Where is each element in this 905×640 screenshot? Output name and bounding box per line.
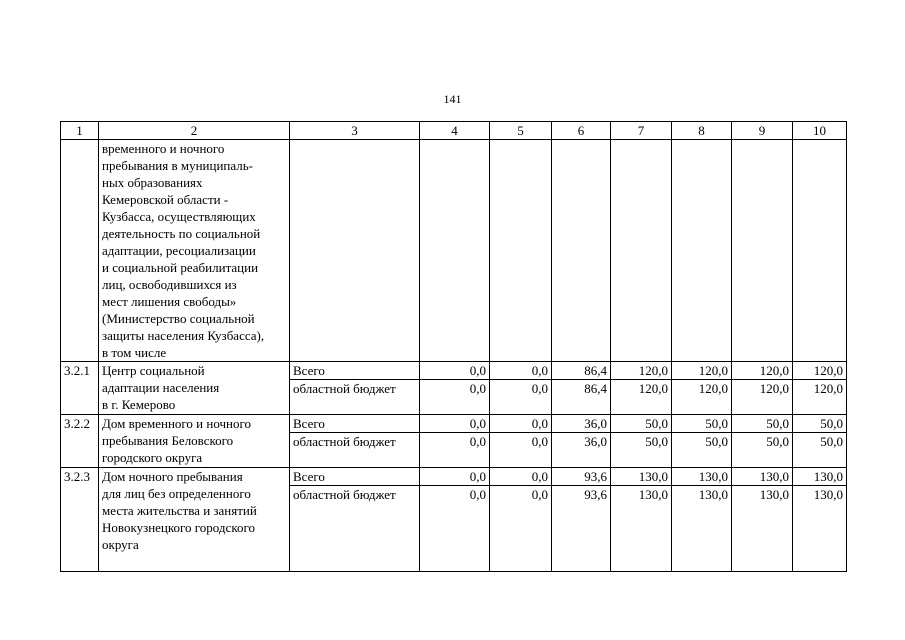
row-code: 3.2.2 <box>61 415 99 468</box>
value-cell: 130,0 <box>732 486 793 572</box>
column-header: 5 <box>490 122 552 140</box>
value-cell: 130,0 <box>611 486 672 572</box>
value-cell: 0,0 <box>420 468 490 486</box>
value-cell: 86,4 <box>552 380 611 415</box>
value-cell: 0,0 <box>420 415 490 433</box>
value-cell: 120,0 <box>793 380 847 415</box>
value-cell: 50,0 <box>611 415 672 433</box>
row-name: Дом ночного пребывания для лиц без определенного места жительства и занятий Новокузнецкого городского округа <box>99 468 290 572</box>
value-cell: 0,0 <box>490 415 552 433</box>
value-cell: 50,0 <box>793 415 847 433</box>
value-cell: 120,0 <box>611 380 672 415</box>
table-row <box>61 415 847 433</box>
value-cell: 50,0 <box>611 433 672 468</box>
program-table <box>60 121 847 572</box>
value-cell: 130,0 <box>611 468 672 486</box>
value-cell: 36,0 <box>552 415 611 433</box>
value-cell: 36,0 <box>552 433 611 468</box>
row-name: временного и ночного пребывания в муниципаль- ных образованиях Кемеровской области - Кузбасса, осуществляющих деятельность по социальной адаптации, ресоциализации и социальной реабилитации лиц, освободившихся из мест лишения свободы» (Министерство социальной защиты населения Кузбасса), в том числе <box>99 140 290 362</box>
funding-source: Всего <box>290 362 420 380</box>
value-cell: 0,0 <box>490 486 552 572</box>
column-header: 4 <box>420 122 490 140</box>
value-cell: 120,0 <box>793 362 847 380</box>
value-cell: 0,0 <box>490 433 552 468</box>
value-cell: 0,0 <box>490 468 552 486</box>
value-cell: 120,0 <box>672 380 732 415</box>
value-cell: 130,0 <box>793 486 847 572</box>
value-cell: 50,0 <box>793 433 847 468</box>
row-name: Дом временного и ночного пребывания Беловского городского округа <box>99 415 290 468</box>
value-cell: 120,0 <box>732 362 793 380</box>
value-cell: 50,0 <box>672 415 732 433</box>
table-row <box>61 362 847 380</box>
value-cell: 50,0 <box>732 415 793 433</box>
row-code <box>61 140 99 362</box>
funding-source: областной бюджет <box>290 486 420 572</box>
funding-source: Всего <box>290 415 420 433</box>
value-cell: 0,0 <box>490 362 552 380</box>
funding-source: областной бюджет <box>290 380 420 415</box>
value-cell: 93,6 <box>552 468 611 486</box>
row-name: Центр социальной адаптации населения в г. Кемерово <box>99 362 290 415</box>
value-cell: 130,0 <box>672 468 732 486</box>
value-cell: 120,0 <box>732 380 793 415</box>
value-cell: 130,0 <box>732 468 793 486</box>
value-cell: 120,0 <box>611 362 672 380</box>
column-header: 8 <box>672 122 732 140</box>
column-header: 7 <box>611 122 672 140</box>
continued-row <box>61 140 847 362</box>
value-cell: 0,0 <box>420 380 490 415</box>
header-row <box>61 122 847 140</box>
value-cell: 130,0 <box>672 486 732 572</box>
value-cell: 50,0 <box>732 433 793 468</box>
value-cell: 86,4 <box>552 362 611 380</box>
funding-source: Всего <box>290 468 420 486</box>
column-header: 9 <box>732 122 793 140</box>
row-code: 3.2.1 <box>61 362 99 415</box>
value-cell: 93,6 <box>552 486 611 572</box>
value-cell: 0,0 <box>420 486 490 572</box>
row-code: 3.2.3 <box>61 468 99 572</box>
column-header: 6 <box>552 122 611 140</box>
value-cell: 0,0 <box>490 380 552 415</box>
page-number: 141 <box>443 92 462 106</box>
value-cell: 0,0 <box>420 433 490 468</box>
column-header: 2 <box>99 122 290 140</box>
column-header: 3 <box>290 122 420 140</box>
column-header: 10 <box>793 122 847 140</box>
column-header: 1 <box>61 122 99 140</box>
table-row <box>61 468 847 486</box>
funding-source: областной бюджет <box>290 433 420 468</box>
value-cell: 50,0 <box>672 433 732 468</box>
value-cell: 0,0 <box>420 362 490 380</box>
value-cell: 130,0 <box>793 468 847 486</box>
value-cell: 120,0 <box>672 362 732 380</box>
